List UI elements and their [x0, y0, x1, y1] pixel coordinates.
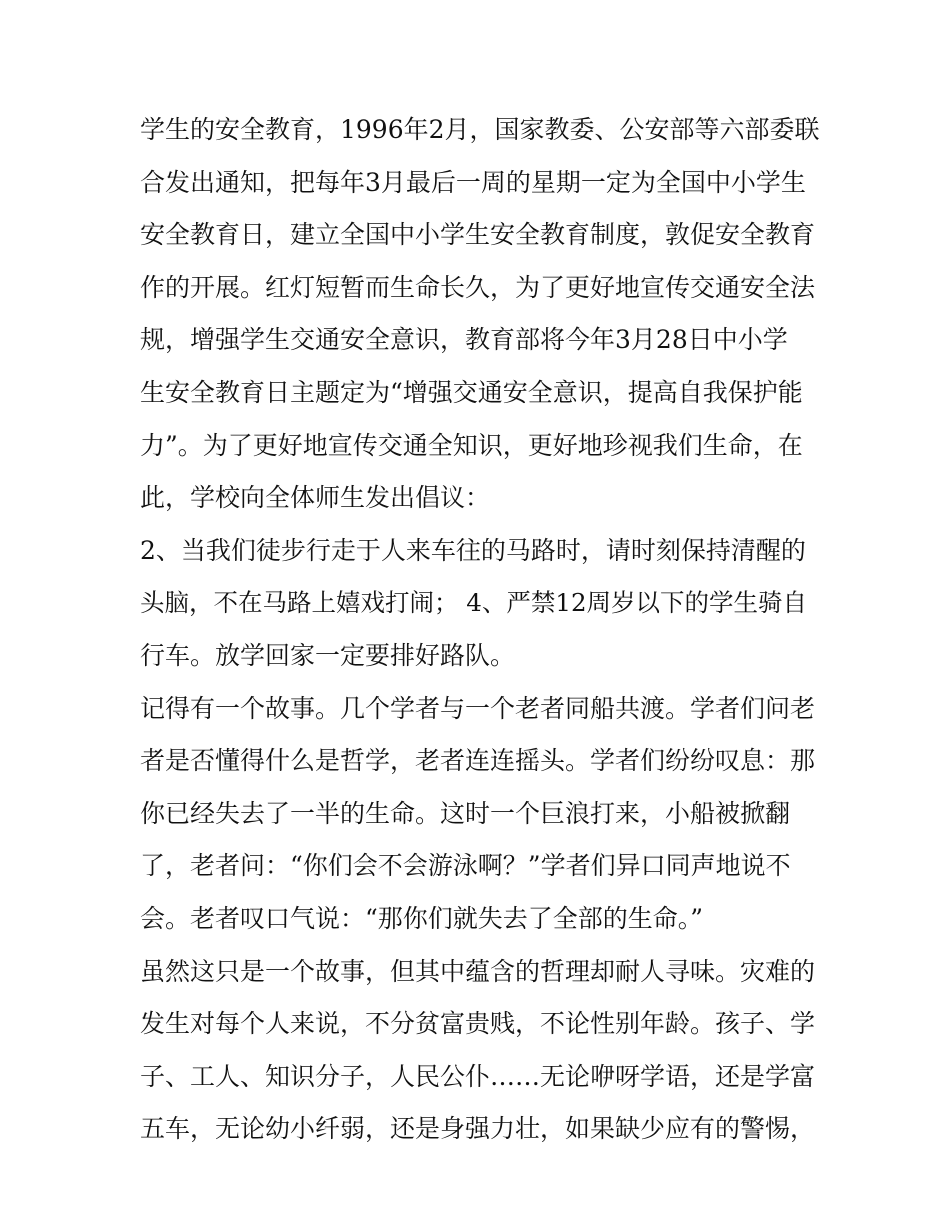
text-line: 安全教育日，建立全国中小学生安全教育制度，敦促安全教育	[140, 220, 816, 250]
text-line: 头脑，不在马路上嬉戏打闹； 4、严禁12周岁以下的学生骑自	[140, 588, 808, 618]
text-line: 记得有一个故事。几个学者与一个老者同船共渡。学者们问老	[140, 693, 816, 723]
body-text	[140, 104, 820, 1156]
text-line: 者是否懂得什么是哲学，老者连连摇头。学者们纷纷叹息：那	[140, 746, 816, 776]
text-line: 力”。为了更好地宣传交通全知识，更好地珍视我们生命，在	[140, 430, 803, 460]
text-line: 规，增强学生交通安全意识，教育部将今年3月28日中小学	[140, 325, 788, 355]
text-line: 发生对每个人来说，不分贫富贵贱，不论性别年龄。孩子、学	[140, 1009, 816, 1039]
text-line: 你已经失去了一半的生命。这时一个巨浪打来，小船被掀翻	[140, 798, 791, 828]
text-line: 2、当我们徒步行走于人来车往的马路时，请时刻保持清醒的	[140, 535, 806, 565]
text-line: 五车，无论幼小纤弱，还是身强力壮，如果缺少应有的警惕，	[140, 1114, 816, 1144]
text-line: 子、工人、知识分子，人民公仆……无论咿呀学语，还是学富	[140, 1061, 816, 1091]
text-line: 了，老者问：“你们会不会游泳啊？”学者们异口同声地说不	[140, 851, 791, 881]
text-line: 学生的安全教育，1996年2月，国家教委、公安部等六部委联	[140, 115, 820, 144]
text-line: 作的开展。红灯短暂而生命长久，为了更好地宣传交通安全法	[140, 272, 816, 302]
text-line: 会。老者叹口气说：“那你们就失去了全部的生命。”	[140, 903, 704, 933]
text-line: 虽然这只是一个故事，但其中蕴含的哲理却耐人寻味。灾难的	[140, 956, 816, 986]
text-line: 生安全教育日主题定为“增强交通安全意识，提高自我保护能	[140, 377, 803, 407]
text-line: 此，学校向全体师生发出倡议：	[140, 483, 491, 513]
text-line: 合发出通知，把每年3月最后一周的星期一定为全国中小学生	[140, 167, 806, 197]
text-line: 行车。放学回家一定要排好路队。	[140, 640, 516, 670]
